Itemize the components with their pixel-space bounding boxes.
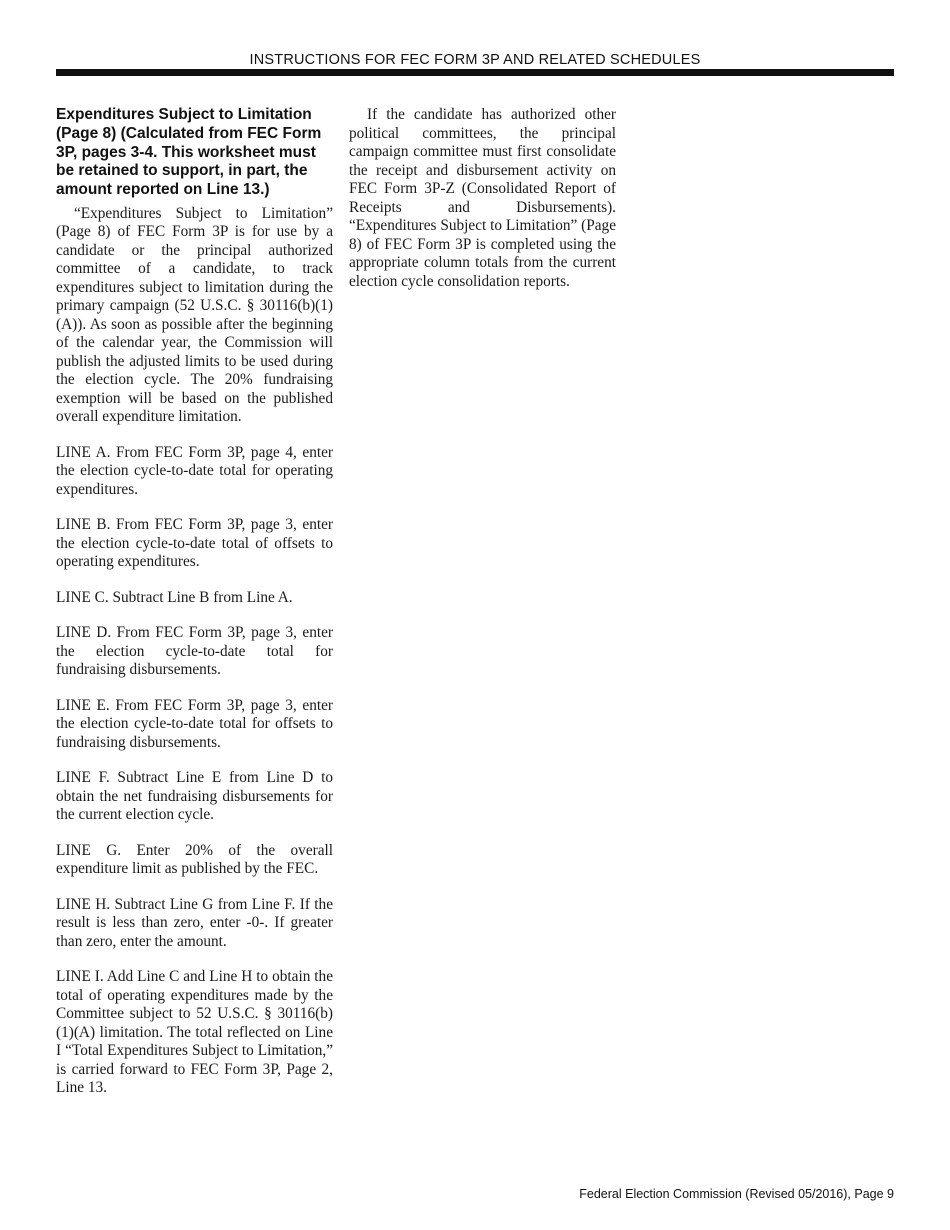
line-a-instruction: LINE A. From FEC Form 3P, page 4, enter the election cycle-to-date total for operating expenditures. — [56, 443, 333, 498]
page-header-title: INSTRUCTIONS FOR FEC FORM 3P AND RELATED SCHEDULES — [249, 52, 701, 68]
line-g-instruction: LINE G. Enter 20% of the overall expenditure limit as published by the FEC. — [56, 841, 333, 878]
line-d-instruction: LINE D. From FEC Form 3P, page 3, enter the election cycle-to-date total for fundraising disbursements. — [56, 624, 333, 679]
right-column — [349, 106, 616, 308]
line-b-instruction: LINE B. From FEC Form 3P, page 3, enter the election cycle-to-date total of offsets to operating expenditures. — [56, 516, 333, 571]
line-i-instruction: LINE I. Add Line C and Line H to obtain the total of operating expenditures made by the Committee subject to 52 U.S.C. § 30116(b)(1)(A) limitation. The total reflected on Line I “Total Expenditures Subject to Limitation,” is carried forward to FEC Form 3P, Page 2, Line 13. — [56, 968, 333, 1097]
page-footer: Federal Election Commission (Revised 05/2016), Page 9 — [579, 1187, 894, 1201]
consolidation-paragraph: If the candidate has authorized other political committees, the principal campaign committee must first consolidate the receipt and disbursement activity on FEC Form 3P-Z (Consolidated Report of Receipts and Disbursements). “Expenditures Subject to Limitation” (Page 8) of FEC Form 3P is completed using the appropriate column totals from the current election cycle consolidation reports. — [349, 106, 616, 290]
header-rule — [56, 69, 894, 76]
line-e-instruction: LINE E. From FEC Form 3P, page 3, enter the election cycle-to-date total for offsets to fundraising disbursements. — [56, 696, 333, 751]
line-f-instruction: LINE F. Subtract Line E from Line D to obtain the net fundraising disbursements for the current election cycle. — [56, 769, 333, 824]
line-c-instruction: LINE C. Subtract Line B from Line A. — [56, 588, 293, 606]
left-column — [56, 106, 333, 1115]
line-h-instruction: LINE H. Subtract Line G from Line F. If the result is less than zero, enter -0-. If greater than zero, enter the amount. — [56, 895, 333, 950]
section-heading: Expenditures Subject to Limitation (Page 8) (Calculated from FEC Form 3P, pages 3-4. This worksheet must be retained to support, in part, the amount reported on Line 13.) — [56, 106, 322, 199]
intro-paragraph: “Expenditures Subject to Limitation” (Page 8) of FEC Form 3P is for use by a candidate or the principal authorized committee of a candidate, to track expenditures subject to limitation during the primary campaign (52 U.S.C. § 30116(b)(1)(A)). As soon as possible after the beginning of the calendar year, the Commission will publish the adjusted limits to be used during the election cycle. The 20% fundraising exemption will be based on the published overall expenditure limitation. — [56, 204, 333, 426]
